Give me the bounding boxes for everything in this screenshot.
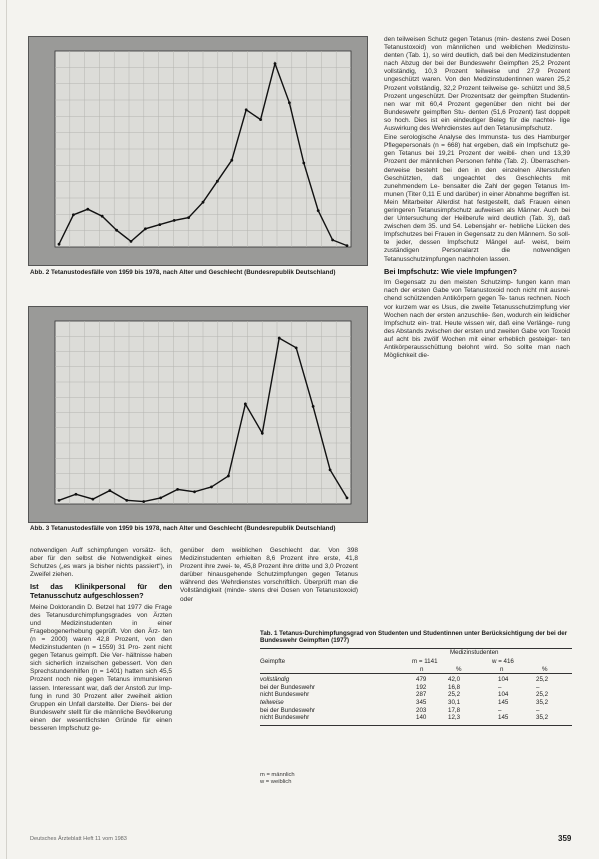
- table-cell-n2: –: [498, 683, 502, 691]
- chart-fig3: [28, 306, 368, 523]
- table-cell-label: nicht Bundeswehr: [260, 714, 310, 722]
- table-cell-label: bei der Bundeswehr: [260, 706, 316, 714]
- table-sub-n1: n: [420, 665, 424, 673]
- table-cell-p2: –: [536, 683, 540, 691]
- table-cell-label: vollständig: [260, 676, 290, 684]
- table-cell-n1: 479: [416, 676, 427, 684]
- data-point: [91, 498, 94, 501]
- table-sub-n2: n: [500, 665, 504, 673]
- table-cell-label: bei der Bundeswehr: [260, 683, 316, 691]
- data-point: [227, 475, 230, 478]
- table-cell-n2: 104: [498, 676, 509, 684]
- page-footer: Deutsches Ärzteblatt Heft 11 vom 1983: [30, 836, 127, 842]
- data-point: [144, 227, 147, 230]
- table-subheader-row: [260, 658, 572, 666]
- data-point: [108, 489, 111, 492]
- table-cell-p1: 17,8: [448, 706, 461, 714]
- data-point: [261, 432, 264, 435]
- table-group-header-row: [260, 649, 572, 658]
- data-point: [317, 209, 320, 212]
- table-row: [260, 684, 572, 692]
- middle-column: [180, 547, 358, 605]
- table-cell-n2: –: [498, 706, 502, 714]
- table-footnotes: [260, 772, 295, 786]
- data-point: [216, 180, 219, 183]
- data-point: [187, 216, 190, 219]
- table-col-m: m = 1141: [412, 658, 438, 665]
- chart-fig3-svg: [29, 307, 367, 522]
- left-intro: notwendigen Auff schimpfungen vorsätz- lich, aber für den selbst die Notwendigkeit eines Schutzes („es wars ja bisher nichts passiert“), in Zweifel ziehen.: [30, 547, 172, 579]
- left-body: Meine Doktorandin D. Betzel hat 1977 die Frage des Tetanusdurchimpfungsgrades von Ärzten und Medizinstudenten in einer Fragebogenerhebung geprüft. Von den Ärz- ten (n = 2000) waren 42,8 Prozent, von den Medizinstudenten (n = 1559) 31 Pro- zent nicht gegen Tetanus geimpft. Die Ver- hältnisse haben sich sicherlich inzwischen gebessert. Von den Sprechstundenhilfen (n = 1401) hatten sich 45,5 Prozent noch nie gegen Tetanus immunisieren lassen. Interessant war, daß der Anstoß zur Imp- fung in rund 30 Prozent aller zweiheit aktion Gruppen ein Unfall darstellte. Der Diens- bei der Bundeswehr stellt für die männliche Bevölkerung einen der wesentlichsten Gründe für einen besseren Impfschutz ge-: [30, 603, 172, 732]
- table-cell-n1: 192: [416, 683, 427, 691]
- caption-fig2: Abb. 2 Tetanustodesfälle von 1959 bis 1978, nach Alter und Geschlecht (Bundesrepublik Deutschland): [30, 269, 336, 276]
- data-point: [245, 108, 248, 111]
- table-row-header: Geimpfte: [260, 658, 286, 665]
- table-col-w: w = 416: [492, 658, 514, 665]
- data-point: [288, 101, 291, 104]
- data-point: [58, 499, 61, 502]
- table-sub-p1: %: [456, 665, 462, 673]
- data-point: [193, 490, 196, 493]
- table-caption: Tab. 1 Tetanus-Durchimpfungsgrad von Studenten und Studentinnen unter Berücksichtigung der bei der Bundeswehr Geimpften (1977): [260, 630, 568, 645]
- right-p3: Im Gegensatz zu den meisten Schutzimp- fungen kann man nach der ersten Gabe von Tetanustoxoid noch nicht mit ausrei- chend schützenden Antikörpern gegen Te- tanus rechnen. Noch vor kurzem war es Usus, die zweite Tetanusschutzimpfung vier Wochen nach der ersten anzuschlie- ßen, wodurch ein leidlicher Impfschutz ein- trat. Heute wissen wir, daß eine Verlänge- rung des Abstands zwischen der ersten und zweiten Gabe von Toxoid auf acht bis zwölf Wochen mit einer erheblich gesteiger- ten Antikörperausschüttung belohnt wird. So sollte man nach Möglichkeit die-: [384, 279, 570, 360]
- table-row: [260, 691, 572, 699]
- data-point: [331, 239, 334, 242]
- table-cell-label: nicht Bundeswehr: [260, 691, 310, 699]
- table-sub-p2: %: [542, 665, 548, 673]
- data-point: [278, 337, 281, 340]
- data-point: [329, 468, 332, 471]
- data-point: [346, 244, 349, 247]
- table-row: [260, 707, 572, 715]
- data-point: [158, 223, 161, 226]
- right-heading: Bei Impfschutz: Wie viele Impfungen?: [384, 266, 517, 276]
- table-cell-n2: 145: [498, 714, 509, 722]
- data-point: [230, 159, 233, 162]
- data-point: [259, 118, 262, 121]
- table-cell-n2: 145: [498, 698, 509, 706]
- data-point: [58, 243, 61, 246]
- left-heading: Ist das Klinikpersonal für den Tetanusschutz aufgeschlossen?: [30, 582, 172, 600]
- data-point: [142, 500, 145, 503]
- table-cell-p1: 25,2: [448, 691, 461, 699]
- table-cell-label: teilweise: [260, 698, 284, 706]
- table-cell-n1: 140: [416, 714, 427, 722]
- chart-fig2-svg: [29, 37, 367, 265]
- scan-edge: [6, 0, 7, 859]
- data-point: [295, 346, 298, 349]
- data-point: [210, 486, 213, 489]
- table-cell-p1: 16,8: [448, 683, 461, 691]
- data-table: [260, 648, 572, 726]
- table-cell-p1: 12,3: [448, 714, 461, 722]
- table-cell-p1: 30,1: [448, 698, 461, 706]
- table-row: [260, 714, 572, 722]
- data-point: [72, 213, 75, 216]
- data-point: [101, 215, 104, 218]
- table-cell-p2: 35,2: [536, 714, 549, 722]
- data-point: [75, 493, 78, 496]
- table-row: [260, 699, 572, 707]
- table-cell-p2: 25,2: [536, 676, 549, 684]
- table-cell-n1: 345: [416, 698, 427, 706]
- table-footnote-w: w = weiblich: [260, 779, 292, 785]
- table-cell-p2: 25,2: [536, 691, 549, 699]
- data-point: [346, 497, 349, 500]
- data-point: [173, 219, 176, 222]
- data-point: [86, 208, 89, 211]
- data-point: [115, 229, 118, 232]
- data-point: [312, 405, 315, 408]
- right-p2: Eine serologische Analyse des Immunsta- tus des Hamburger Pflegepersonals (n = 668) hat ergeben, daß ein Impfschutz ge- gen Tetanus bei 19,21 Prozent der weibli- chen und 13,39 Prozent der männlichen Personen fehlte (Tab. 2). Überraschen- derweise besteht bei den in den einzelnen Altersstufen Geschützten, daß ungeachtet des Geschlechts mit zunehmendem Le- bensalter die Zahl der gegen Tetanus Im- munen (Titer 0,11 E und darüber) in einer Abnahme begriffen ist. Mein Mitarbeiter Allerdist hat festgestellt, daß Frauen einen geringeren Tetanusimpfschutz aufweisen als Männer. Auch bei der Untersuchung der Heilberufe wird deutlich (Tab. 3), daß zwischen dem 35. und 54. Lebensjahr er- hebliche Lücken des Impfschutzes bei Frauen in Gegensatz zu den Männern. So soll- te jeder, dessen Impfschutz Mängel auf- weist, beim zuständigen Personalarzt die notwendigen Tetanusschutzimpfungen nachholen lassen.: [384, 134, 570, 263]
- chart-fig2: [28, 36, 368, 266]
- right-p1: den teilweisen Schutz gegen Tetanus (min- destens zwei Dosen Tetanustoxoid) von männlichen und weiblichen Medizinstu- denten (Tab. 1), so wird deutlich, daß bei den Medizinstudenten nach Abzug der bei der Bundeswehr Geimpften 25,2 Prozent vollständig, 10,3 Prozent teilweise und 27,9 Prozent ungeschützt waren. Von den Medizinstudentinnen waren 25,2 Prozent vollständig, 32,2 Prozent teilweise ge- schützt und 38,5 Prozent ungeschützt. Der Prozentsatz der geimpften Studentin- nen war mit 60,4 Prozent gegenüber den nicht bei der Bundeswehr geimpften Stu- denten (51,6 Prozent) fast doppelt so hoch. Dies ist ein eindeutiger Beleg für die nachtei- lige Auswirkung des Wehrdienstes auf den Tetanusimpfschutz.: [384, 36, 570, 133]
- data-point: [159, 497, 162, 500]
- table-cell-n2: 104: [498, 691, 509, 699]
- table-row: [260, 676, 572, 684]
- table-cell-n1: 287: [416, 691, 427, 699]
- data-point: [202, 201, 205, 204]
- table-cell-n1: 203: [416, 706, 427, 714]
- table-group-header: Medizinstudenten: [450, 649, 499, 656]
- table-cell-p2: 35,2: [536, 698, 549, 706]
- table-body: [260, 674, 572, 722]
- data-point: [176, 488, 179, 491]
- table-cell-p2: –: [536, 706, 540, 714]
- mid-body: genüber dem weiblichen Geschlecht dar. Von 398 Medizinstudenten erhielten 8,6 Prozent ihre erste, 41,8 Prozent ihre zwei- te, 45,8 Prozent ihre dritte und 3,0 Prozent darüber hinausgehende Schutzimpfungen gegen Tetanus während des Wehrdienstes vorschriftlich. Überprüft man die Vollständigkeit (minde- stens drei Dosen von Tetanustoxoid) oder: [180, 547, 358, 603]
- data-point: [244, 403, 247, 406]
- data-point: [130, 240, 133, 243]
- table-footnote-m: m = männlich: [260, 772, 295, 778]
- table-cell-p1: 42,0: [448, 676, 461, 684]
- left-column: [30, 547, 172, 734]
- page-number: 359: [558, 834, 572, 843]
- data-point: [302, 162, 305, 165]
- right-column: [384, 36, 570, 361]
- data-point: [274, 62, 277, 65]
- table-units-row: [260, 666, 572, 674]
- caption-fig3: Abb. 3 Tetanustodesfälle von 1959 bis 1978, nach Alter und Geschlecht (Bundesrepublik Deutschland): [30, 525, 336, 532]
- data-point: [125, 499, 128, 502]
- table-bottom-rule: [260, 725, 572, 726]
